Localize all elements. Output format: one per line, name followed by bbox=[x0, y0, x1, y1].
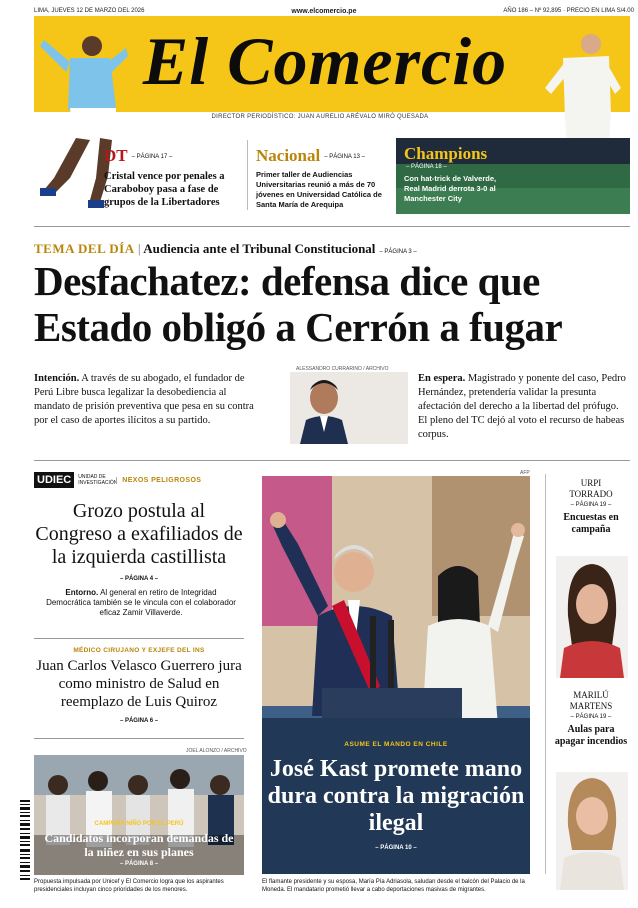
kast-caption: El flamante presidente y su esposa, María Pía Adriasola, saludan desde el balcón del Palacio de la Moneda. El mandatario prometió llevar a cabo deportaciones masivas de migrantes. bbox=[262, 879, 525, 893]
columnist-name-1: URPI bbox=[580, 478, 602, 488]
section-rule bbox=[34, 638, 244, 639]
lead-right-text bbox=[418, 372, 630, 442]
children-headline: Candidatos incorporan demandas de la niñez en sus planes bbox=[44, 831, 234, 859]
columnist-surname-1: TORRADO bbox=[569, 489, 613, 499]
teaser-section-champions: Champions bbox=[404, 144, 488, 163]
kast-headline[interactable]: José Kast promete mano dura contra la migración ilegal bbox=[267, 756, 525, 836]
director-line: DIRECTOR PERIODÍSTICO: JUAN AURELIO ARÉVALO MIRÓ QUESADA bbox=[211, 114, 429, 120]
lead-right-body: Magistrado y ponente del caso, Pedro Hernández, pretendería validar la presunta afectación del derecho a la libertad del prófugo. El pleno del TC dejó al voto el recurso de habeas corpus. bbox=[418, 373, 626, 440]
lead-left-text bbox=[34, 372, 256, 428]
nexos-section: NEXOS PELIGROSOS bbox=[116, 477, 201, 484]
teaser-page-dt: – PÁGINA 17 – bbox=[131, 154, 173, 161]
grozo-summary bbox=[46, 588, 236, 618]
barcode bbox=[20, 800, 30, 880]
udiec-logo: UDIEC bbox=[34, 472, 74, 488]
grozo-page: – PÁGINA 4 – bbox=[119, 576, 159, 582]
udiec-bar bbox=[34, 470, 244, 490]
children-photo[interactable] bbox=[34, 755, 244, 875]
kast-kicker: ASUME EL MANDO EN CHILE bbox=[344, 741, 448, 748]
columnist-photo-2 bbox=[556, 772, 628, 890]
teaser-text-champions: Con hat-trick de Valverde, Real Madrid derrota 3-0 al Manchester City bbox=[404, 174, 497, 203]
columnist-name-2: MARILÚ bbox=[573, 690, 609, 700]
tema-label: TEMA DEL DÍA bbox=[34, 241, 135, 256]
grozo-summary-label: Entorno. bbox=[65, 588, 99, 597]
columnist-torrado[interactable] bbox=[552, 478, 630, 536]
lead-headline[interactable] bbox=[34, 258, 634, 350]
teaser-nacional[interactable] bbox=[256, 146, 388, 228]
teaser-page-champions: – PÁGINA 18 – bbox=[406, 164, 447, 170]
health-page: – PÁGINA 6 – bbox=[119, 718, 159, 724]
lead-right-label: En espera. bbox=[418, 373, 466, 384]
columnist-page-2: – PÁGINA 19 – bbox=[570, 714, 612, 720]
kast-page: – PÁGINA 10 – bbox=[375, 845, 417, 851]
columnist-title-1: Encuestas en campaña bbox=[563, 512, 619, 535]
grozo-summary-text: Al general en retiro de Integridad Democrática también se le vincula con el colaborador eficaz Zamir Villaverde. bbox=[46, 588, 236, 617]
teaser-dt[interactable] bbox=[104, 146, 242, 228]
divider bbox=[545, 474, 546, 874]
lead-headline-line-1: Desfachatez: defensa dice que bbox=[34, 258, 540, 304]
teaser-text-nacional: Primer taller de Audiencias Universitarias reunió a más de 70 jóvenes en Universidad Católica de Santa María de Arequipa bbox=[256, 170, 382, 209]
main-photo-credit: AFP bbox=[520, 470, 530, 476]
price: PRECIO EN LIMA S/4.00 bbox=[566, 8, 634, 14]
health-kicker: MÉDICO CIRUJANO Y EXJEFE DEL INS bbox=[73, 647, 205, 654]
teaser-section-nacional: Nacional bbox=[256, 146, 321, 165]
cerron-photo-credit: ALESSANDRO CURRARINO / ARCHIVO bbox=[296, 366, 389, 372]
newspaper-logo[interactable]: El Comercio bbox=[142, 23, 508, 99]
teaser-page-nacional: – PÁGINA 13 – bbox=[324, 154, 365, 161]
edition-number: AÑO 186 – Nº 92,895 bbox=[503, 8, 562, 14]
divider bbox=[247, 140, 248, 210]
health-headline[interactable]: Juan Carlos Velasco Guerrero jura como ministro de Salud en reemplazo de Luis Quiroz bbox=[36, 658, 242, 710]
issue-date: LIMA, JUEVES 12 DE MARZO DEL 2026 bbox=[34, 8, 145, 14]
grozo-headline[interactable]: Grozo postula al Congreso a exafiliados de la izquierda castillista bbox=[35, 500, 243, 568]
cerron-photo bbox=[290, 372, 408, 444]
columnist-photo-1 bbox=[556, 556, 628, 678]
children-caption: Propuesta impulsada por Unicef y El Comercio logra que los aspirantes presidenciales incluyan cinco prioridades de los menores. bbox=[34, 879, 224, 893]
tema-topic: Audiencia ante el Tribunal Constitucional bbox=[143, 241, 376, 256]
udiec-subtitle: UNIDAD DE INVESTIGACIÓN bbox=[78, 474, 118, 486]
columnist-title-2: Aulas para apagar incendios bbox=[554, 724, 628, 747]
lead-headline-line-2: Estado obligó a Cerrón a fugar bbox=[34, 304, 563, 350]
lead-left-body: A través de su abogado, el fundador de Perú Libre busca legalizar la desobediencia al mandato de prisión preventiva que pesa en su contra por el caso de aportes ilícitos a su partido. bbox=[34, 373, 254, 426]
section-rule bbox=[34, 738, 244, 739]
columnist-surname-2: MARTENS bbox=[569, 701, 613, 711]
edition-info: AÑO 186 – Nº 92,895 · PRECIO EN LIMA S/4.00 bbox=[503, 8, 634, 14]
teaser-champions-head bbox=[404, 144, 487, 164]
section-rule bbox=[34, 460, 630, 461]
columnist-martens[interactable] bbox=[552, 690, 630, 748]
site-url[interactable]: www.elcomercio.pe bbox=[291, 7, 357, 15]
columnist-page-1: – PÁGINA 19 – bbox=[570, 502, 612, 508]
teaser-text-dt: Cristal vence por penales a Caraboboy pasa a fase de grupos de la Libertadores bbox=[104, 171, 225, 208]
teaser-champions[interactable] bbox=[396, 138, 630, 214]
tema-del-dia-bar: TEMA DEL DÍA | Audiencia ante el Tribunal Constitucional – PÁGINA 3 – bbox=[34, 241, 417, 256]
children-page: – PÁGINA 8 – bbox=[119, 861, 159, 867]
teaser-section-dt: DT bbox=[104, 146, 128, 165]
tema-page: – PÁGINA 3 – bbox=[379, 249, 417, 255]
section-rule bbox=[34, 226, 630, 227]
children-photo-credit: JOEL ALONZO / ARCHIVO bbox=[186, 748, 247, 754]
lead-left-label: Intención. bbox=[34, 373, 80, 384]
children-kicker: CAMPAÑA NIÑO POR EL PERÚ bbox=[94, 821, 184, 827]
